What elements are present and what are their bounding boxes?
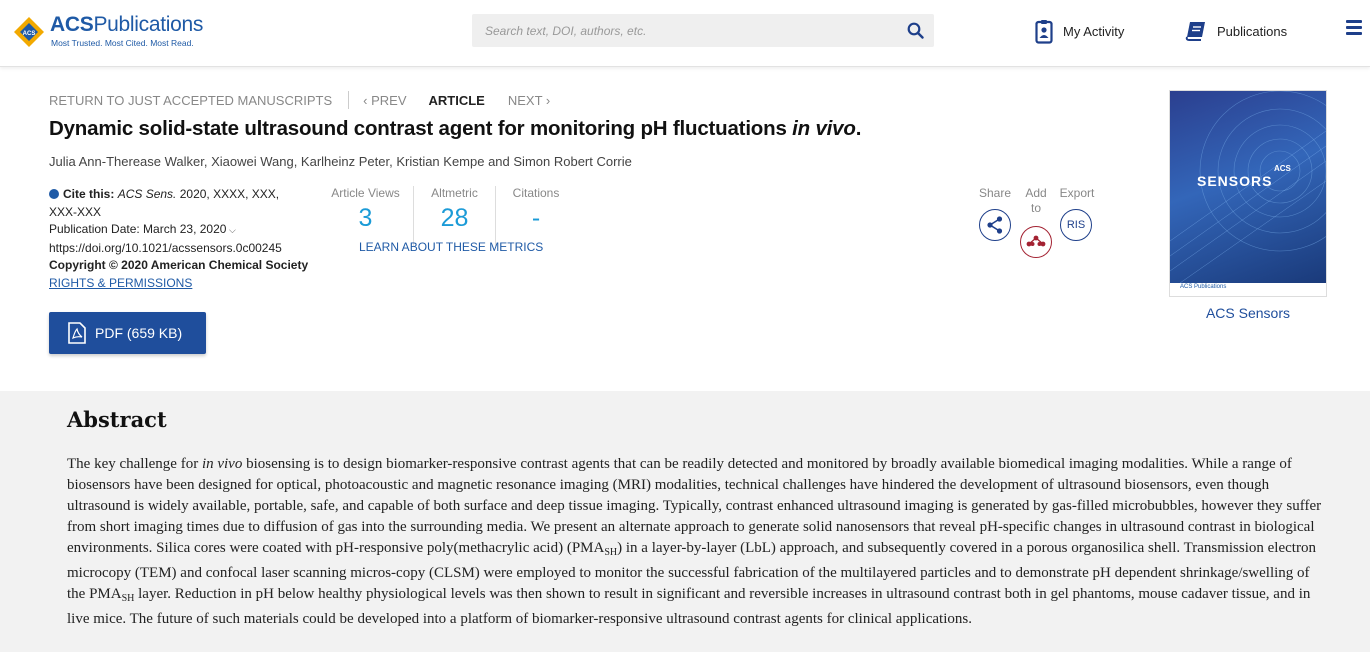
chevron-down-icon: ⌵ [226,225,236,235]
mendeley-icon [1021,227,1051,257]
author-list[interactable]: Julia Ann-Therease Walker, Xiaowei Wang, Karlheinz Peter, Kristian Kempe and Simon Robert Corrie [49,154,632,169]
abstract-section [0,391,1370,652]
next-link[interactable]: NEXT › [507,92,551,108]
brand-tagline: Most Trusted. Most Cited. Most Read. [51,38,194,48]
article-views-metric: Article Views 3 [318,186,414,246]
my-activity-icon [1035,19,1053,44]
return-link[interactable]: RETURN TO JUST ACCEPTED MANUSCRIPTS [49,92,333,108]
add-to-label: Add to [1025,186,1047,215]
pdf-download-button[interactable] [49,312,206,354]
publications-label: Publications [1217,23,1288,39]
altmetric-metric[interactable]: Altmetric 28 [414,186,496,246]
current-article-label: ARTICLE [428,92,485,108]
article-metrics [318,186,576,246]
pdf-file-icon [67,322,87,344]
svg-text:ACS: ACS [22,31,36,37]
abstract-heading: Abstract [67,407,167,432]
chevron-left-icon: ‹ [363,92,372,108]
share-button[interactable] [979,209,1011,241]
my-activity-label: My Activity [1063,23,1125,39]
search-icon[interactable] [907,22,924,39]
learn-metrics-link[interactable]: LEARN ABOUT THESE METRICS [359,240,544,254]
search-input[interactable] [472,14,892,47]
hamburger-menu-icon[interactable] [1346,20,1362,34]
citation-block [49,186,309,292]
cover-journal-name: SENSORS [1197,173,1273,189]
cite-this[interactable]: Cite this: ACS Sens. 2020, XXXX, XXX, XXX-XXX [49,187,280,219]
search-bar [472,14,934,47]
cover-acs-text: ACS [1274,164,1291,173]
add-to-mendeley-button[interactable] [1020,226,1052,258]
cover-image [1170,91,1326,283]
prev-link[interactable]: ‹ PREV [363,92,407,108]
export-label: Export [1059,186,1095,200]
rights-permissions-link[interactable]: RIGHTS & PERMISSIONS [49,275,193,290]
nav-divider [348,91,349,109]
share-label: Share [979,186,1012,200]
abstract-text: The key challenge for in vivo biosensing is to design biomarker-responsive contrast agents that can be readily detected and monitored by broadly available biomedical imaging modalities. While a range of biosensors have been designed for optical, photoacoustic and magnetic resonance imaging (MRI) modalities, technical challenges have hindered the development of ultrasound biosensors, even though ultrasound is widely available, portable, safe, and capable of both surface and deep tissue imaging. Typically, contrast enhanced ultrasound imaging is generated by gas-filled microbubbles, however they suffer from short imaging times due to diffusion of gas into the surrounding media. We present an alternate approach to generate solid nanosensors that reveal pH-specific changes in ultrasound contrast in biological environments. Silica cores were coated with pH-responsive poly(methacrylic acid) $(PMA_{SH})$ in a layer-by-layer (LbL) approach, and subsequently covered in a porous organosilica shell. Transmission electron microcopy (TEM) and confocal laser scanning micros-copy (CLSM) were employed to monitor the successful fabrication of the multilayered particles and to demonstrate pH dependent shrinkage/swelling of the $PMA_{SH}$ layer. Reduction in pH below healthy physiological levels was then shown to result in significant and reversible increases in ultrasound contrast both in gel phantoms, mouse cadaver tissue, and in live mice. The future of such materials could be developed into a platform of biomarker-responsive ultrasound contrast agents for clinical applications. [67,456,1322,627]
citations-metric: Citations - [512,186,560,232]
acs-hexagon-icon [12,15,46,49]
chevron-right-icon: › [542,92,551,108]
cover-publisher: ACS Publications [1180,284,1227,290]
export-ris-button[interactable]: RIS [1060,209,1092,241]
publications-link[interactable] [1185,18,1287,44]
share-icon [980,210,1010,240]
my-activity-link[interactable] [1035,18,1124,44]
publication-date[interactable]: Publication Date: March 23, 2020 ⌵ [49,222,236,236]
site-header [0,0,1370,67]
check-circle-icon [49,189,59,199]
article-title: Dynamic solid-state ultrasound contrast agent for monitoring pH fluctuations in vivo. [49,117,862,140]
pdf-label: PDF (659 KB) [95,325,183,341]
brand-title: ACSPublications [50,13,204,36]
acs-logo[interactable] [12,13,212,53]
book-icon [1185,21,1207,41]
journal-cover[interactable] [1169,90,1327,297]
article-navigation [49,91,550,109]
doi-link[interactable]: https://doi.org/10.1021/acssensors.0c00245 [49,240,282,255]
copyright: Copyright © 2020 American Chemical Society [49,258,309,272]
journal-link[interactable]: ACS Sensors [1205,305,1291,321]
